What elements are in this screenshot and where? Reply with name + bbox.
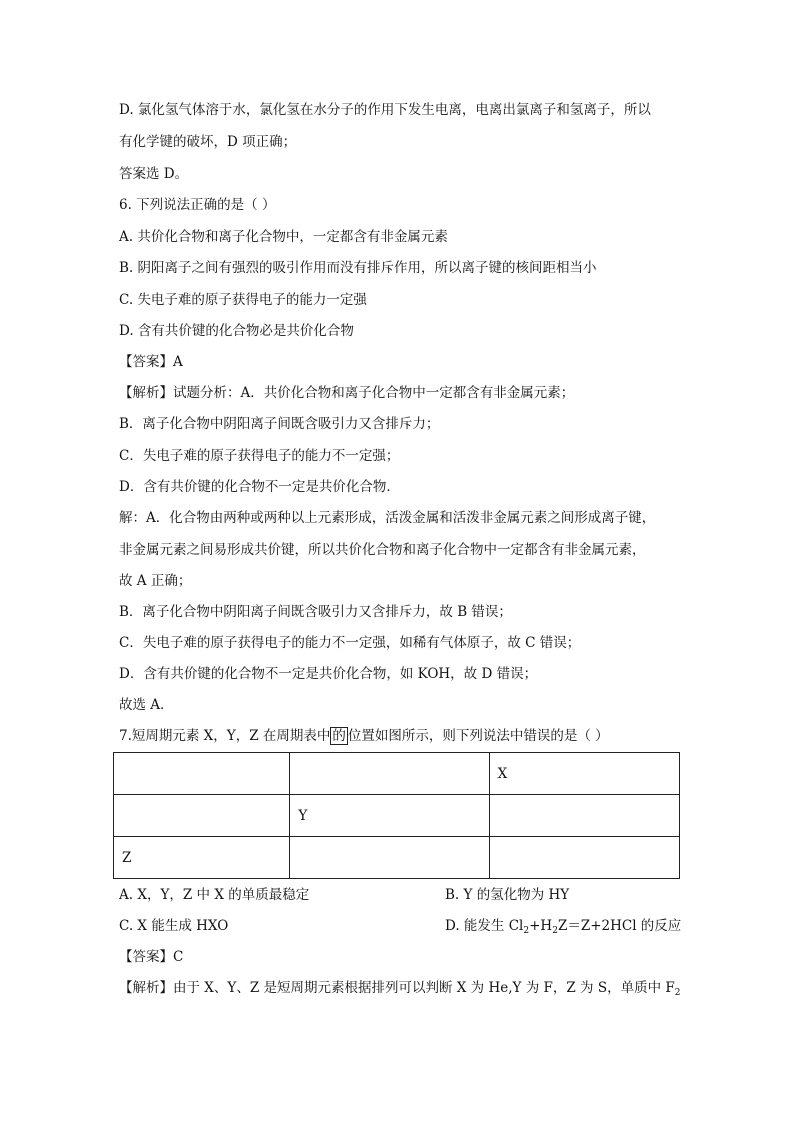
question-6-stem: 6. 下列说法正确的是（ ）: [119, 197, 276, 213]
grid-cell: [114, 795, 290, 837]
text-line: D. 氯化氢气体溶于水，氯化氢在水分子的作用下发生电离，电离出氯离子和氢离子，所以: [119, 102, 651, 118]
text-line: 有化学键的破坏，D 项正确；: [119, 134, 297, 150]
q6-option-d: D. 含有共价键的化合物必是共价化合物: [119, 323, 354, 339]
grid-cell-x: X: [489, 753, 679, 795]
periodic-table-grid: [113, 752, 680, 879]
q7-option-a: A. X，Y，Z 中 X 的单质最稳定: [119, 887, 310, 903]
text-line: 答案选 D。: [119, 166, 189, 182]
grid-cell: [114, 753, 290, 795]
q7-option-d: D. 能发生 $Cl_2+H_2Z=Z+2HCl$ 的反应: [445, 918, 682, 936]
grid-cell-z: Z: [114, 837, 290, 879]
grid-cell: [489, 837, 679, 879]
text-line: B．离子化合物中阴阳离子间既含吸引力又含排斥力，故 B 错误；: [119, 604, 512, 620]
text-line: 故选 A．: [119, 697, 174, 713]
text-line: D．含有共价键的化合物不一定是共价化合物，如 KOH，故 D 错误；: [119, 666, 538, 682]
q6-analysis: 【解析】试题分析：A．共价化合物和离子化合物中一定都含有非金属元素；: [119, 385, 575, 401]
grid-cell: [290, 753, 489, 795]
text-line: D．含有共价键的化合物不一定是共价化合物．: [119, 479, 400, 495]
grid-cell: [290, 837, 489, 879]
grid-cell-y: Y: [290, 795, 489, 837]
q7-analysis: 【解析】由于 X、Y、Z 是短周期元素根据排列可以判断 X 为 He,Y 为 F，Z 为 S，单质中 $F_2$: [119, 980, 681, 998]
q7-stem-before: 7.短周期元素 X，Y，Z 在周期表中: [119, 728, 331, 744]
q7-answer: 【答案】C: [119, 949, 184, 965]
q7-stem-after: 位置如图所示，则下列说法中错误的是（ ）: [347, 728, 609, 744]
grid-cell: [489, 795, 679, 837]
question-7-stem: [119, 726, 609, 746]
q7-option-b: B. Y 的氢化物为 HY: [445, 887, 570, 903]
text-line: C．失电子难的原子获得电子的能力不一定强；: [119, 448, 400, 464]
text-line: B．离子化合物中阴阳离子间既含吸引力又含排斥力；: [119, 416, 440, 432]
q6-option-b: B. 阴阳离子之间有强烈的吸引作用而没有排斥作用，所以离子键的核间距相当小: [119, 260, 597, 276]
q6-option-c: C. 失电子难的原子获得电子的能力一定强: [119, 292, 367, 308]
q6-answer: 【答案】A: [119, 354, 183, 370]
text-line: C．失电子难的原子获得电子的能力不一定强，如稀有气体原子，故 C 错误；: [119, 635, 581, 651]
q7-option-c: C. X 能生成 HXO: [119, 918, 229, 934]
q7-stem-boxed-char: 的: [332, 728, 346, 744]
text-line: 故 A 正确；: [119, 573, 192, 589]
text-line: 非金属元素之间易形成共价键，所以共价化合物和离子化合物中一定都含有非金属元素，: [119, 542, 646, 558]
text-line: 解：A．化合物由两种或两种以上元素形成，活泼金属和活泼非金属元素之间形成离子键，: [119, 510, 656, 526]
q6-option-a: A. 共价化合物和离子化合物中，一定都含有非金属元素: [119, 229, 448, 245]
